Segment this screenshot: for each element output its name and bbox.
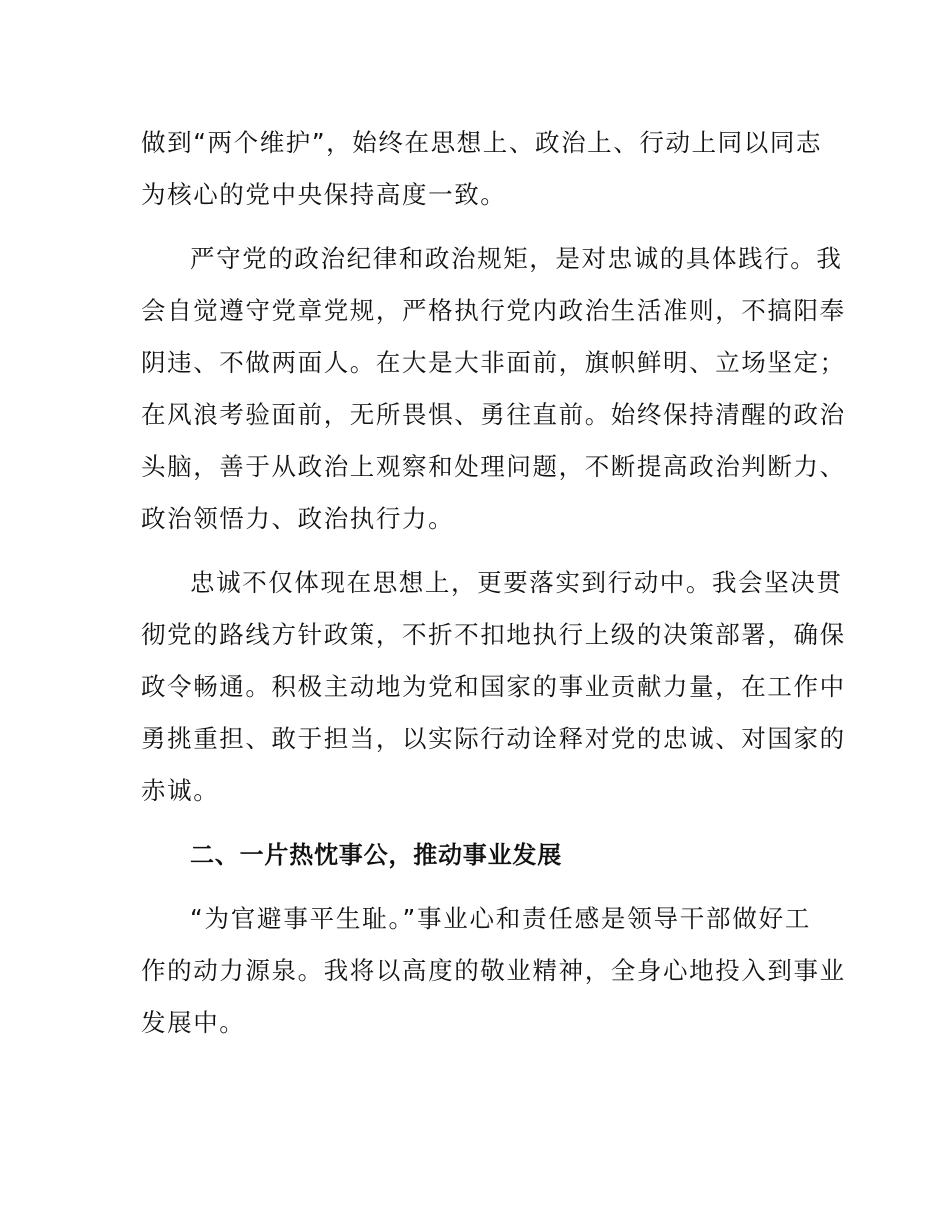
text-line: 严守党的政治纪律和政治规矩，是对忠诚的具体践行。我 [190,244,843,273]
text-line: 发展中。 [141,1008,246,1037]
text-line: 在风浪考验面前，无所畏惧、勇往直前。始终保持清醒的政治 [141,400,846,429]
section-heading [141,829,811,881]
paragraph-career-dedication [141,893,846,1049]
paragraph-political-discipline [141,233,846,545]
text-line: 赤诚。 [141,776,220,805]
text-line: 政令畅通。积极主动地为党和国家的事业贡献力量，在工作中 [141,672,846,701]
text-line: 勇挑重担、敢于担当，以实际行动诠释对党的忠诚、对国家的 [141,724,846,753]
text-line: 政治领悟力、政治执行力。 [141,504,455,533]
section-heading-text: 二、一片热忱事公，推动事业发展 [190,841,562,869]
text-line: 忠诚不仅体现在思想上，更要落实到行动中。我会坚决贯 [190,568,843,597]
paragraph-loyalty-action [141,557,846,817]
text-line: 彻党的路线方针政策，不折不扣地执行上级的决策部署，确保 [141,620,846,649]
text-line: “为官避事平生耻。”事业心和责任感是领导干部做好工 [190,904,811,933]
text-line: 作的动力源泉。我将以高度的敬业精神，全身心地投入到事业 [141,956,846,985]
document-body [141,117,846,1061]
text-line: 阴违、不做两面人。在大是大非面前，旗帜鲜明、立场坚定； [141,348,846,377]
text-line: 会自觉遵守党章党规，严格执行党内政治生活准则，不搞阳奉 [141,296,846,325]
paragraph-continuation [141,117,823,221]
text-line: 头脑，善于从政治上观察和处理问题，不断提高政治判断力、 [141,452,846,481]
text-line: 为核心的党中央保持高度一致。 [141,180,507,209]
text-line: 做到“两个维护”，始终在思想上、政治上、行动上同以同志 [141,128,823,157]
